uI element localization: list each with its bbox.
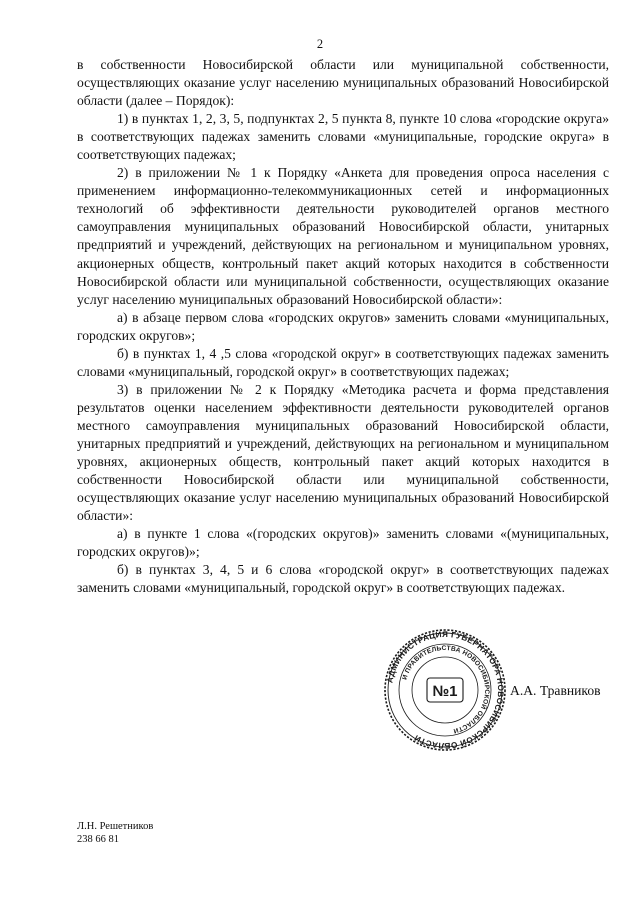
paragraph: а) в пункте 1 слова «(городских округов)» заменить словами «(муниципальных, городских округов)»; xyxy=(77,526,609,560)
page-number: 2 xyxy=(316,37,324,51)
paragraph: 3) в приложении № 2 к Порядку «Методика расчета и форма представления результатов оценки населением эффективности деятельности руководителей органов местного самоуправления муниципальных образований Новосибирской области, унитарных предприятий и учреждений, действующих на региональном и муниципальном уровнях, акционерных обществ, контрольный пакет акций которых находится в собственности Новосибирской области или муниципальной собственности, осуществляющих оказание услуг населению муниципальных образований Новосибирской области»: xyxy=(77,381,609,524)
paragraph: в собственности Новосибирской области или муниципальной собственности, осуществляющих оказание услуг населению муниципальных образований Новосибирской области (далее – Порядок): xyxy=(77,57,609,109)
document-body xyxy=(77,56,609,597)
stamp-number: №1 xyxy=(432,683,458,700)
paragraph: 1) в пунктах 1, 2, 3, 5, подпунктах 2, 5 пункта 8, пункте 10 слова «городские округа» в соответствующих падежах заменить словами «муниципальные, городские округа» в соответствующих падежах; xyxy=(77,111,609,163)
executor-phone: 238 66 81 xyxy=(77,834,119,845)
official-stamp xyxy=(383,628,507,752)
executor-block xyxy=(77,820,153,846)
stamp-inner-text: И ПРАВИТЕЛЬСТВА НОВОСИБИРСКОЙ ОБЛАСТИ xyxy=(401,644,491,735)
signatory-name: А.А. Травников xyxy=(510,683,601,698)
paragraph: б) в пунктах 1, 4 ,5 слова «городской округ» в соответствующих падежах заменить словами «муниципальный, городской округ» в соответствующих падежах; xyxy=(77,345,609,379)
paragraph: б) в пунктах 3, 4, 5 и 6 слова «городской округ» в соответствующих падежах заменить словами «муниципальный, городской округ» в соответствующих падежах. xyxy=(77,562,609,596)
executor-name: Л.Н. Решетников xyxy=(77,821,154,832)
paragraph: 2) в приложении № 1 к Порядку «Анкета для проведения опроса населения с применением информационно-телекоммуникационных сетей и информационных технологий об эффективности деятельности руководителей органов местного самоуправления муниципальных образований Новосибирской области, унитарных предприятий и учреждений, действующих на региональном и муниципальном уровнях, акционерных обществ, контрольный пакет акций которых находится в собственности Новосибирской области или муниципальной собственности, осуществляющих оказание услуг населению муниципальных образований Новосибирской области»: xyxy=(77,165,609,307)
paragraph: а) в абзаце первом слова «городских округов» заменить словами «муниципальных, городских округов»; xyxy=(77,309,609,343)
stamp-outer-text: АДМИНИСТРАЦИЯ ГУБЕРНАТОРА НОВОСИБИРСКОЙ ОБЛАСТИ xyxy=(385,629,506,751)
